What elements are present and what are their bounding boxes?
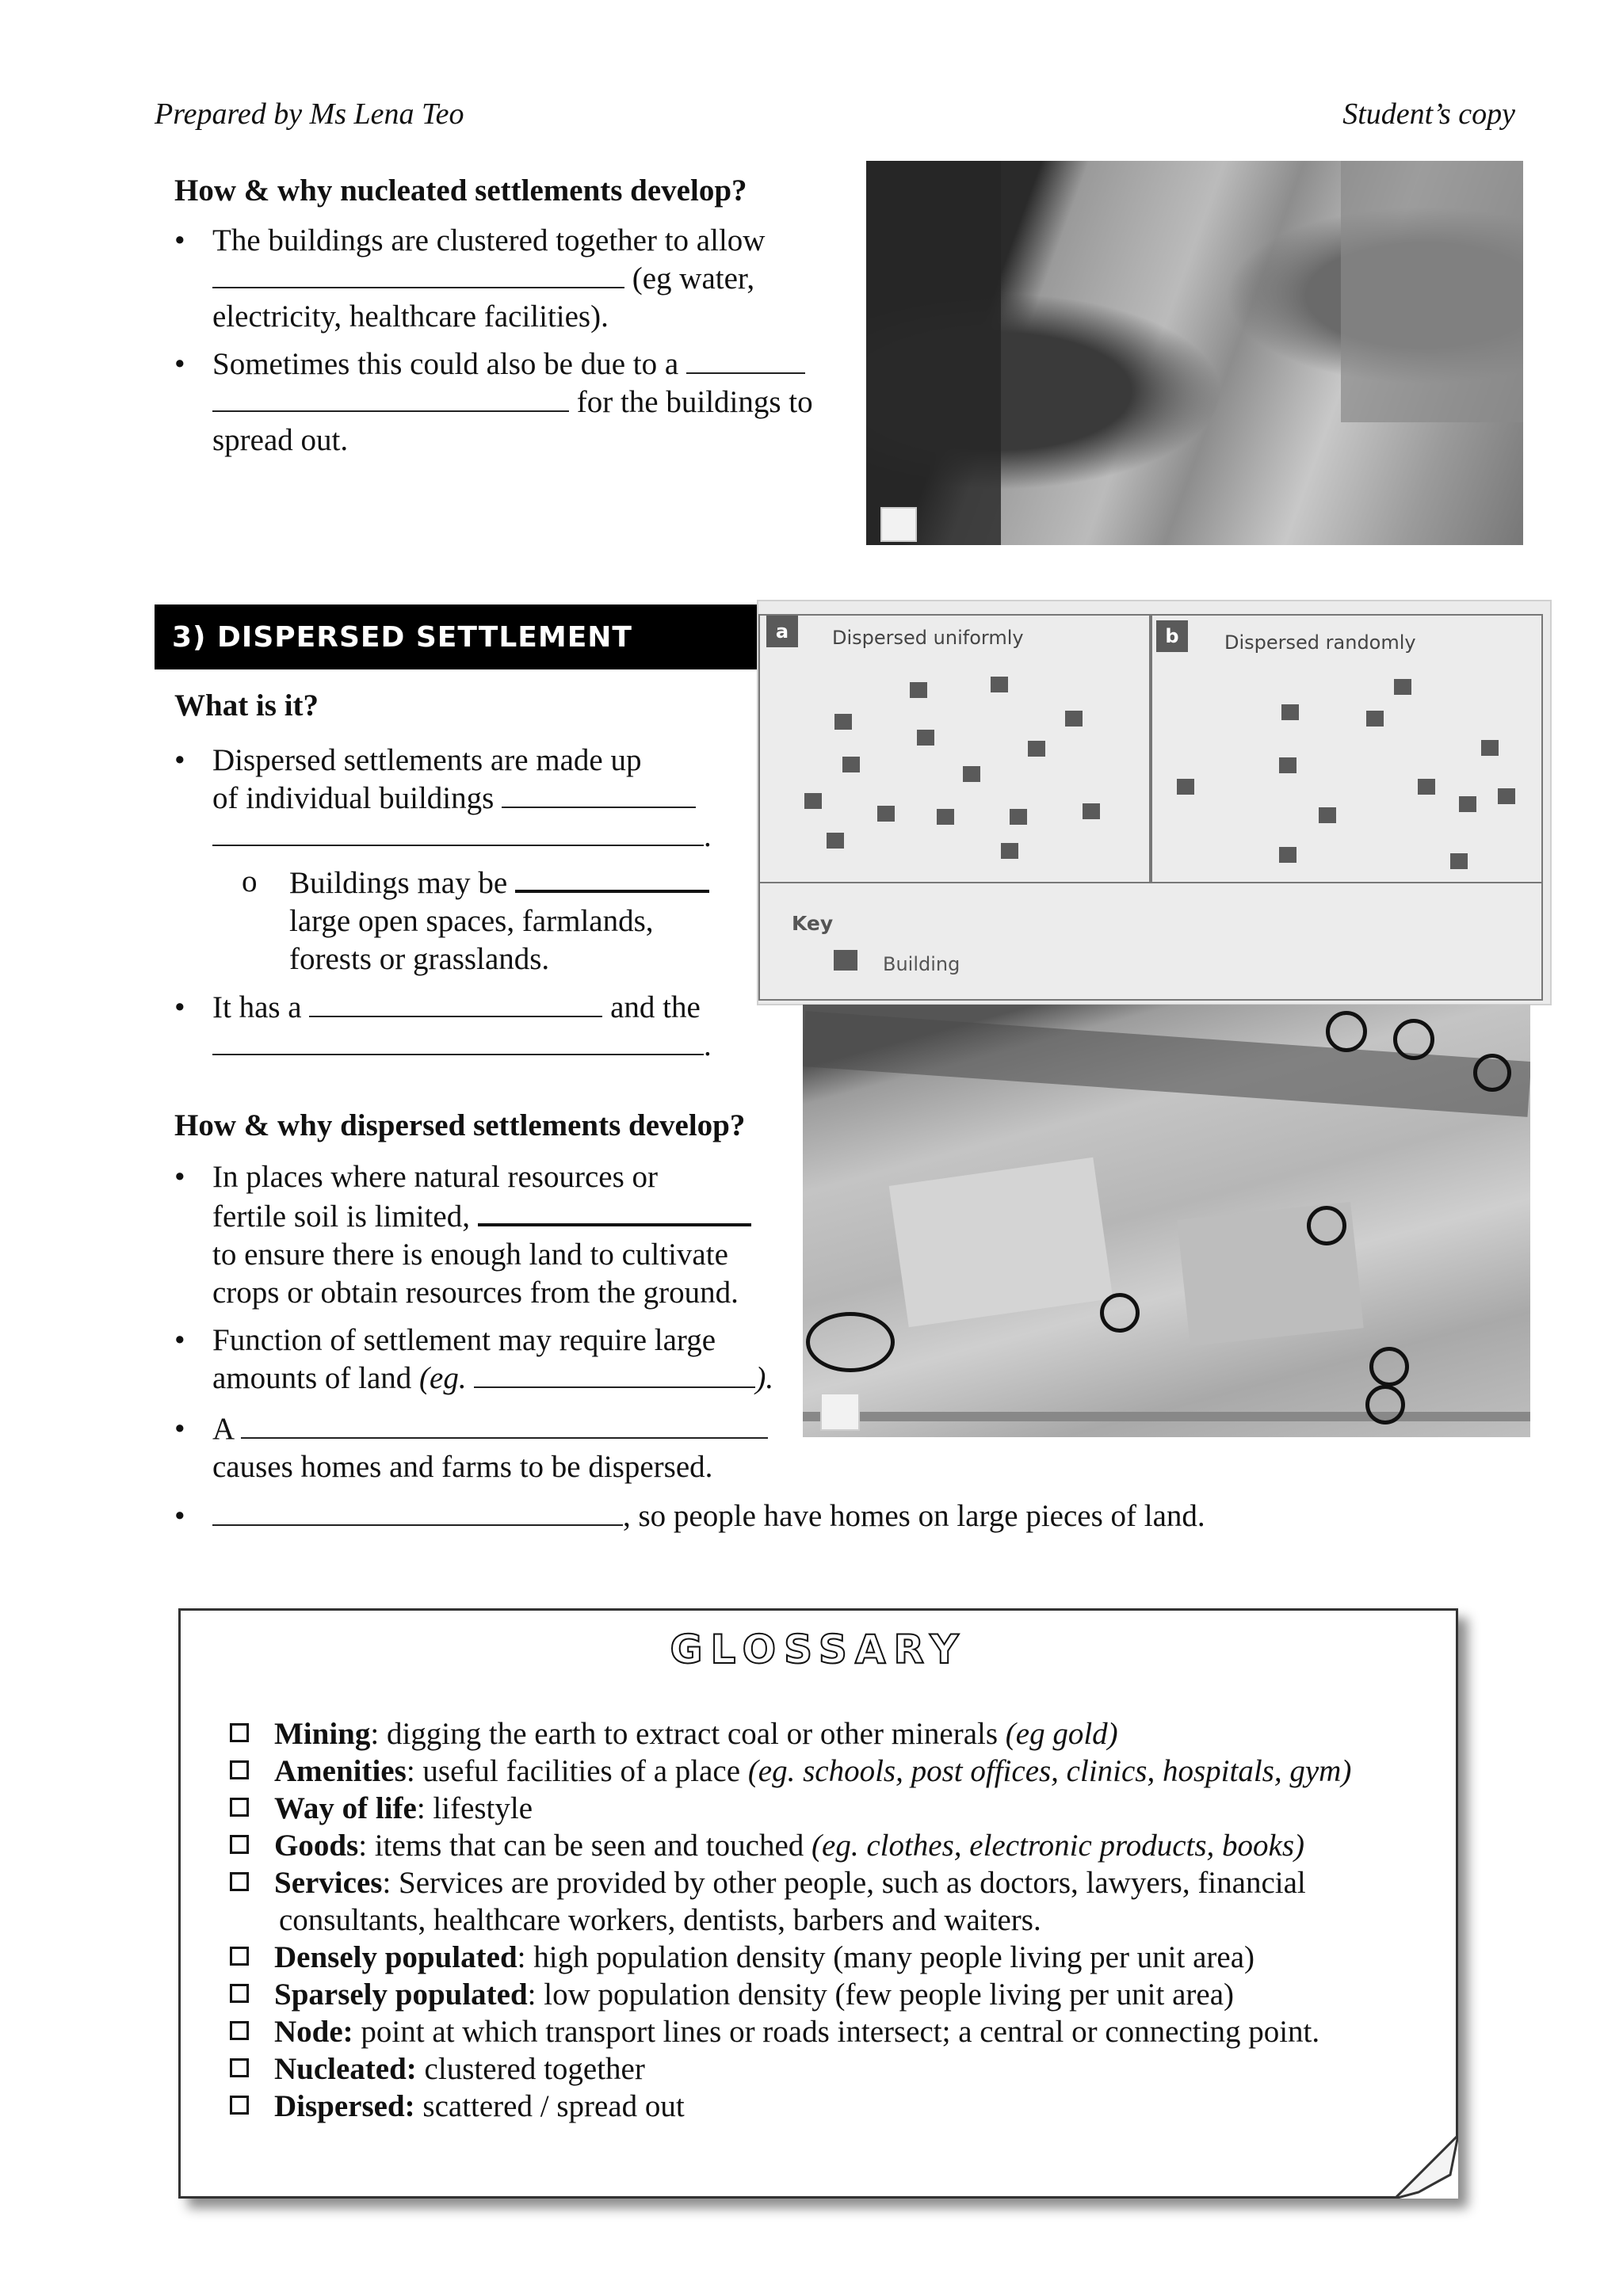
checkbox[interactable] xyxy=(230,1798,249,1817)
glossary-term: Services xyxy=(274,1866,383,1900)
glossary-item xyxy=(230,2088,1434,2125)
glossary-box xyxy=(178,1608,1458,2199)
dispersed-h1-line4: crops or obtain resources from the ground. xyxy=(212,1276,739,1310)
dispersed-h1-line1: In places where natural resources or xyxy=(212,1160,658,1194)
bullet-dot: • xyxy=(174,1499,185,1533)
glossary-sep: : xyxy=(358,1829,368,1863)
settlement-circle xyxy=(1326,1011,1367,1052)
building-marker xyxy=(1450,853,1468,869)
building-marker xyxy=(937,809,954,825)
glossary-term: Mining xyxy=(274,1717,371,1751)
dispersed-b1-text: Dispersed settlements are made up xyxy=(212,743,642,777)
building-marker xyxy=(1394,679,1411,695)
what-is-it-heading: What is it? xyxy=(174,688,319,723)
glossary-item xyxy=(230,2050,1434,2088)
glossary-def: high population density (many people living per unit area) xyxy=(525,1940,1255,1974)
glossary-sep: : xyxy=(527,1978,537,2012)
bullet-dot: • xyxy=(174,1160,185,1194)
dispersed-how-bullet-1 xyxy=(212,1158,799,1312)
panel-b-title: Dispersed randomly xyxy=(1224,631,1416,654)
glossary-def: items that can be seen and touched xyxy=(367,1829,812,1863)
panel-b-tag: b xyxy=(1156,620,1188,652)
sub-marker: o xyxy=(242,864,258,898)
key-title: Key xyxy=(792,912,834,935)
building-marker xyxy=(917,730,934,746)
nucleated-bullet-2 xyxy=(212,345,862,460)
glossary-sep: : xyxy=(406,1754,415,1788)
dispersed-bullet-1: Dispersed settlements are made up of individual buildings . xyxy=(212,743,712,853)
dispersed-h3-line2: causes homes and farms to be dispersed. xyxy=(212,1450,713,1484)
answer-blank[interactable] xyxy=(212,818,704,846)
glossary-def: lifestyle xyxy=(425,1791,533,1825)
bullet-dot: • xyxy=(174,347,185,381)
nucleated-b1-after: (eg water, xyxy=(632,261,755,296)
answer-blank[interactable] xyxy=(309,989,602,1017)
glossary-item xyxy=(230,2013,1434,2050)
dispersed-h2-close: ). xyxy=(755,1361,774,1395)
photo-corner-box xyxy=(880,507,917,542)
bullet-dot: • xyxy=(174,743,185,777)
nucleated-aerial-photo xyxy=(866,161,1523,545)
glossary-item xyxy=(230,1715,1434,1753)
answer-blank[interactable] xyxy=(212,383,569,412)
building-marker xyxy=(1010,809,1027,825)
building-marker xyxy=(991,677,1008,692)
glossary-services-continuation: consultants, healthcare workers, dentists, barbers and waiters. xyxy=(279,1903,1041,1937)
checkbox[interactable] xyxy=(230,2058,249,2077)
glossary-def: Services are provided by other people, such as doctors, lawyers, financial xyxy=(391,1866,1306,1900)
panel-key xyxy=(758,882,1543,1001)
glossary-item xyxy=(230,1827,1434,1864)
glossary-item xyxy=(230,1790,1434,1827)
dispersed-how-bullet-4 xyxy=(212,1497,1322,1535)
dispersed-h2-eg: (eg. xyxy=(419,1361,467,1395)
glossary-term: Node: xyxy=(274,2015,353,2049)
settlement-circle xyxy=(1473,1054,1511,1092)
glossary-term: Dispersed: xyxy=(274,2089,415,2123)
dispersed-b1-line2: of individual buildings xyxy=(212,781,495,815)
dispersed-how-heading: How & why dispersed settlements develop? xyxy=(174,1108,746,1142)
glossary-def: digging the earth to extract coal or other minerals xyxy=(379,1717,1006,1751)
building-marker xyxy=(1418,779,1435,795)
settlement-circle xyxy=(1307,1206,1346,1245)
dispersed-sub-line3: forests or grasslands. xyxy=(289,942,550,976)
dispersed-how-bullet-2 xyxy=(212,1322,815,1398)
building-marker xyxy=(827,833,844,849)
building-marker xyxy=(1481,740,1499,756)
glossary-eg: (eg. schools, post offices, clinics, hospitals, gym) xyxy=(747,1754,1352,1788)
nucleated-b2-line3: spread out. xyxy=(212,423,349,457)
glossary-eg: (eg. clothes, electronic products, books) xyxy=(812,1829,1305,1863)
checkbox[interactable] xyxy=(230,1872,249,1891)
nucleated-b2-text: Sometimes this could also be due to a xyxy=(212,347,679,381)
bullet-dot: • xyxy=(174,990,185,1024)
settlement-circle xyxy=(806,1312,895,1372)
dispersed-h1-line3: to ensure there is enough land to cultivate xyxy=(212,1238,728,1272)
dispersed-how-bullet-3 xyxy=(212,1410,815,1486)
dispersed-sub-text: Buildings may be xyxy=(289,866,508,900)
dispersed-h3-a: A xyxy=(212,1412,234,1446)
glossary-item xyxy=(230,1976,1434,2013)
building-marker xyxy=(1498,788,1515,804)
students-copy-header: Student’s copy xyxy=(1342,97,1515,131)
panel-uniform xyxy=(758,614,1151,883)
nucleated-bullet-1 xyxy=(212,222,862,336)
photo-field xyxy=(889,1158,1113,1327)
dispersed-h2-line2: amounts of land xyxy=(212,1361,412,1395)
glossary-sep: : xyxy=(517,1940,526,1974)
glossary-def: point at which transport lines or roads intersect; a central or connecting point. xyxy=(353,2015,1320,2049)
checkbox[interactable] xyxy=(230,1947,249,1966)
glossary-sep: : xyxy=(416,1791,426,1825)
glossary-title: GLOSSARY xyxy=(670,1627,967,1672)
glossary-item xyxy=(230,1939,1434,1976)
answer-blank[interactable] xyxy=(212,1027,704,1055)
settlement-circle xyxy=(1365,1385,1405,1425)
nucleated-b1-line3: electricity, healthcare facilities). xyxy=(212,299,609,334)
panel-a-title: Dispersed uniformly xyxy=(832,627,1024,649)
answer-blank[interactable] xyxy=(474,1360,755,1388)
glossary-term: Goods xyxy=(274,1829,359,1863)
key-building-label: Building xyxy=(883,953,960,975)
glossary-term: Nucleated: xyxy=(274,2052,417,2086)
glossary-eg: (eg gold) xyxy=(1005,1717,1118,1751)
glossary-def: low population density (few people living per unit area) xyxy=(536,1978,1235,2012)
checkbox[interactable] xyxy=(230,1984,249,2003)
dispersed-sub-line2: large open spaces, farmlands, xyxy=(289,904,654,938)
building-marker xyxy=(1279,757,1296,773)
building-marker xyxy=(1281,704,1299,720)
building-marker xyxy=(1028,741,1045,757)
glossary-term: Amenities xyxy=(274,1754,407,1788)
glossary-sep: : xyxy=(370,1717,380,1751)
building-marker xyxy=(1065,711,1083,727)
answer-blank[interactable] xyxy=(478,1196,751,1226)
dispersed-b2-and: and the xyxy=(610,990,701,1024)
glossary-term: Way of life xyxy=(274,1791,417,1825)
checkbox[interactable] xyxy=(230,1835,249,1854)
nucleated-heading: How & why nucleated settlements develop? xyxy=(174,174,747,208)
glossary-sep: : xyxy=(382,1866,391,1900)
glossary-item xyxy=(230,1753,1434,1790)
nucleated-b1-text: The buildings are clustered together to allow xyxy=(212,223,766,257)
photo-road xyxy=(803,1412,1530,1421)
building-marker xyxy=(1459,796,1476,812)
building-marker xyxy=(877,806,895,822)
settlement-circle xyxy=(1393,1019,1434,1060)
answer-blank[interactable] xyxy=(241,1410,768,1439)
building-marker xyxy=(834,714,852,730)
photo-corner-box xyxy=(820,1393,860,1431)
building-marker xyxy=(842,757,860,772)
bullet-dot: • xyxy=(174,1323,185,1357)
glossary-item xyxy=(230,1864,1434,1939)
prepared-by-header: Prepared by Ms Lena Teo xyxy=(155,97,464,131)
photo-water xyxy=(1341,161,1523,422)
dispersed-pattern-diagram xyxy=(757,600,1552,1005)
dispersed-b2-text: It has a xyxy=(212,990,302,1024)
glossary-def: scattered / spread out xyxy=(414,2089,685,2123)
dispersed-h1-line2: fertile soil is limited, xyxy=(212,1199,470,1234)
building-marker xyxy=(1366,711,1384,727)
dispersed-aerial-photo xyxy=(803,1005,1530,1437)
bullet-dot: • xyxy=(174,1412,185,1446)
checkbox[interactable] xyxy=(230,1760,249,1779)
glossary-term: Sparsely populated xyxy=(274,1978,528,2012)
building-marker xyxy=(1177,779,1194,795)
glossary-term: Densely populated xyxy=(274,1940,517,1974)
dispersed-sub-bullet xyxy=(289,863,733,978)
answer-blank[interactable] xyxy=(502,780,696,808)
building-marker xyxy=(1001,843,1018,859)
building-marker xyxy=(1319,807,1336,823)
dispersed-h4-after: , so people have homes on large pieces of land. xyxy=(623,1499,1205,1533)
dispersed-bullet-2: It has a and the . xyxy=(212,990,712,1062)
glossary-def: useful facilities of a place xyxy=(414,1754,748,1788)
dispersed-h2-line1: Function of settlement may require large xyxy=(212,1323,716,1357)
photo-ridge xyxy=(866,161,1001,545)
building-marker xyxy=(1279,847,1296,863)
answer-blank[interactable] xyxy=(515,863,709,893)
answer-blank[interactable] xyxy=(212,1497,623,1526)
settlement-circle xyxy=(1100,1293,1140,1333)
key-building-swatch xyxy=(834,950,857,971)
nucleated-b2-after: for the buildings to xyxy=(576,385,813,419)
answer-blank[interactable] xyxy=(212,260,624,288)
checkbox[interactable] xyxy=(230,2096,249,2115)
bullet-dot: • xyxy=(174,223,185,257)
panel-a-tag: a xyxy=(766,616,798,647)
settlement-circle xyxy=(1369,1347,1409,1386)
building-marker xyxy=(910,682,927,698)
answer-blank[interactable] xyxy=(686,345,805,374)
page-curl-icon xyxy=(1395,2135,1458,2199)
building-marker xyxy=(1083,803,1100,819)
building-marker xyxy=(963,766,980,782)
building-marker xyxy=(804,793,822,809)
section-title-bar: 3) DISPERSED SETTLEMENT xyxy=(155,605,757,669)
glossary-def: clustered together xyxy=(416,2052,645,2086)
checkbox[interactable] xyxy=(230,2021,249,2040)
checkbox[interactable] xyxy=(230,1723,249,1742)
